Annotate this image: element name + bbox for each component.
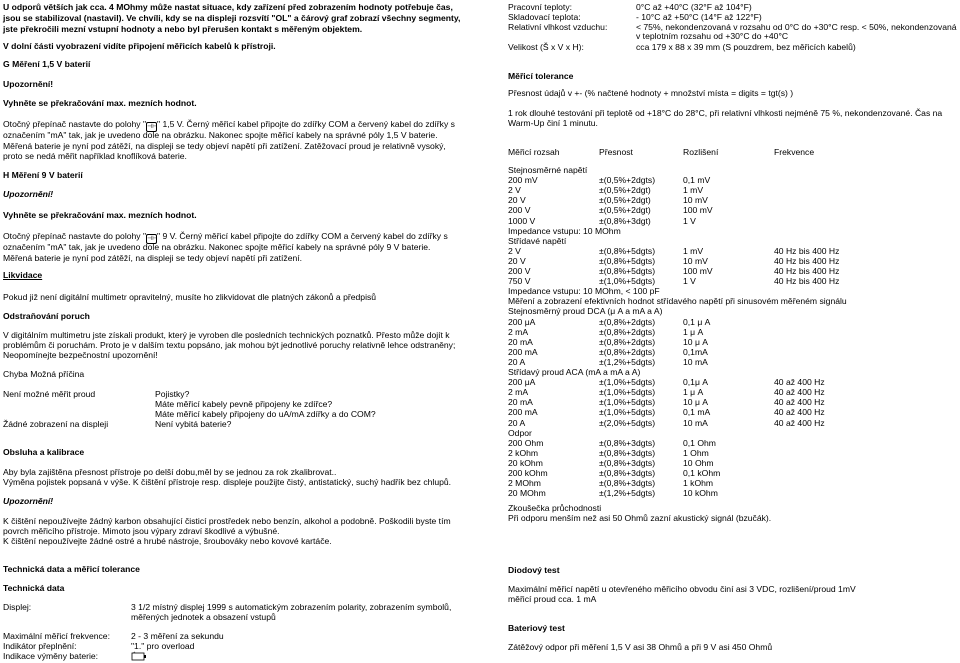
table-cell: ±(0,8%+2dgts) <box>599 326 656 337</box>
section-h-para-line-2: označením "mA" tak, jak je uvedeno dole na obrázku. Nakonec spojte měřicí kabely na správné póly 9 V baterie. <box>3 242 431 252</box>
table-header-cell: Měřicí rozsah <box>508 147 560 157</box>
frequency-value: 2 - 3 měření za sekundu <box>131 631 224 641</box>
section-g-limit: Vyhněte se překračování max. mezních hodnot. <box>3 98 197 108</box>
table-cell: 40 až 400 Hz <box>774 397 825 408</box>
table-cell: 2 V <box>508 245 521 256</box>
overload-label: Indikátor přeplnění: <box>3 641 77 651</box>
section-h-para-line-3: Měřená baterie je nyní pod zátěží, na displeji se tedy objeví napětí při zatížení. <box>3 253 303 263</box>
table-cell: 2 V <box>508 185 521 196</box>
tech-data-heading: Technická data a měřicí tolerance <box>3 564 140 574</box>
section-g-heading: G Měření 1,5 V baterií <box>3 59 91 69</box>
diode-test-heading: Diodový test <box>508 565 560 575</box>
table-cell: ±(2,0%+5dgts) <box>599 417 656 428</box>
table-cell: ±(1,0%+5dgts) <box>599 276 656 287</box>
continuity-text: Při odporu menším než asi 50 Ohmů zazní akustický signál (bzučák). <box>508 513 772 523</box>
table-cell: 1000 V <box>508 215 536 226</box>
spec-storage-temp-value: - 10°C až +50°C (14°F až 122°F) <box>636 12 762 22</box>
table-cell: 20 A <box>508 356 526 367</box>
table-section-label: Stejnosměrný proud DCA (μ A a mA a A) <box>508 306 663 317</box>
table-section-label: Stejnosměrné napětí <box>508 165 588 175</box>
svg-text:+: + <box>133 651 136 654</box>
table-cell: 10 mA <box>683 417 708 428</box>
tolerance-text: Přesnost údajů v +- (% načtené hodnoty + množství místa = digits = tgt(s) ) <box>508 88 794 98</box>
table-cell: ±(1,2%+5dgts) <box>599 488 656 499</box>
spec-humidity-value-1: < 75%, nekondenzovaná v rozsahu od 0°C do +30°C resp. < 50%, nekondenzovaná <box>636 22 957 32</box>
table-cell: 20 V <box>508 255 526 266</box>
table-cell: 40 až 400 Hz <box>774 387 825 398</box>
table-cell: 40 Hz bis 400 Hz <box>774 255 840 266</box>
table-cell: 0,1 μ A <box>683 316 711 327</box>
troubleshooting-line-3: Neopomínejte bezpečnostní upozornění! <box>3 350 158 360</box>
intro-line-3: jste překročili mezní vstupní hodnoty a nebo byl přerušen kontakt s měřeným objektem. <box>3 24 363 34</box>
table-cell: 200 Ohm <box>508 437 544 448</box>
table-cell: 40 až 400 Hz <box>774 377 825 388</box>
table-header-cell: Přesnost <box>599 147 633 157</box>
section-g-para-line-3: Měřená baterie je nyní pod zátěží, na displeji se tedy objeví napětí při zatížení. Zatěžovací proud je relativně vysoký, <box>3 141 446 151</box>
table-section-label: Odpor <box>508 427 532 438</box>
intro-connection: V dolní části vyobrazení vidíte připojení měřicích kabelů k přístroji. <box>3 41 276 51</box>
table-cell: ±(0,8%+3dgts) <box>599 457 656 468</box>
table-cell: ±(1,0%+5dgts) <box>599 377 656 388</box>
tolerance-test-line-2: Warm-Up činí 1 minutu. <box>508 118 598 128</box>
continuity-heading: Zkoušečka průchodnosti <box>508 503 602 513</box>
intro-line-2: jsou se stabilizoval (nastavil). Ve chvíli, kdy se na displeji rozsvítí "OL" a čárový graf zobrazí všechny segmenty, <box>3 13 461 23</box>
table-cell: ±(1,0%+5dgts) <box>599 387 656 398</box>
table-cell: ±(1,0%+5dgts) <box>599 397 656 408</box>
fault-no-display: Žádné zobrazení na displeji <box>3 419 109 429</box>
spec-operating-temp-value: 0°C až +40°C (32°F až 104°F) <box>636 2 752 12</box>
table-cell: 40 až 400 Hz <box>774 417 825 428</box>
table-cell: ±(0,8%+5dgts) <box>599 266 656 276</box>
table-cell: 200 V <box>508 205 531 216</box>
battery-test-heading: Bateriový test <box>508 623 565 633</box>
table-cell: 200 μA <box>508 316 536 327</box>
table-cell: 2 mA <box>508 387 529 398</box>
spec-size-value: cca 179 x 88 x 39 mm (S pouzdrem, bez měřicích kabelů) <box>636 42 856 52</box>
table-cell: ±(0,8%+2dgts) <box>599 346 656 357</box>
table-header-cell: Rozlišení <box>683 147 719 157</box>
operation-calibration-heading: Obsluha a kalibrace <box>3 447 85 457</box>
table-cell: 750 V <box>508 276 531 287</box>
table-cell: ±(1,0%+5dgts) <box>599 407 656 418</box>
table-cell: 40 Hz bis 400 Hz <box>774 276 840 287</box>
table-cell: 40 Hz bis 400 Hz <box>774 245 840 256</box>
table-cell: 20 V <box>508 195 526 206</box>
battery-replace-label: Indikace výměny baterie: <box>3 651 99 661</box>
table-cell: ±(0,8%+3dgts) <box>599 478 656 489</box>
table-cell: 40 Hz bis 400 Hz <box>774 266 840 276</box>
disposal-heading: Likvidace <box>3 270 43 280</box>
battery-test-text: Zátěžový odpor při měření 1,5 V asi 38 Ohmů a při 9 V asi 450 Ohmů <box>508 642 773 652</box>
intro-line-1: U odporů větších jak cca. 4 MOhmy může nastat situace, kdy zařízení před zobrazením hodnoty potřebuje čas, <box>3 2 453 12</box>
table-cell: 100 mV <box>683 205 713 216</box>
cleaning-line-1: K čištění nepoužívejte žádný karbon obsahující čisticí prostředek nebo benzín, alkohol a podobně. Poškodili byste tím <box>3 516 451 526</box>
table-cell: ±(0,8%+5dgts) <box>599 255 656 266</box>
table-cell: ±(0,8%+3dgts) <box>599 447 656 458</box>
table-section-label: Střídavý proud ACA (mA a mA a A) <box>508 367 641 377</box>
section-h-warning: Upozornění! <box>3 189 54 199</box>
troubleshooting-line-2: problémům či poruchám. Proto je v dalším textu popsáno, jak mohou být jednotlivé poruchy relativně lehce odstraněny; <box>3 340 456 350</box>
fault-cause-header: Chyba Možná příčina <box>3 369 85 379</box>
section-h-limit: Vyhněte se překračování max. mezních hodnot. <box>3 210 197 220</box>
table-cell: 0,1 mV <box>683 175 711 186</box>
table-cell: 0,1 mA <box>683 407 711 418</box>
table-cell: ±(0,8%+5dgts) <box>599 245 656 256</box>
spec-humidity-value-2: v teplotním rozsahu od +30°C do +40°C <box>636 31 789 41</box>
table-cell: 20 kOhm <box>508 457 543 468</box>
tolerance-test-line-1: 1 rok dlouhé testování při teplotě od +18°C do 28°C, při relativní vlhkosti nejméně 75 %, nekondenzované. Čas na <box>508 108 943 118</box>
table-cell: ±(1,2%+5dgts) <box>599 356 656 367</box>
cause-battery: Není vybitá baterie? <box>155 419 232 429</box>
battery-test-symbol-icon: ⊣⊢ <box>147 236 158 242</box>
table-cell: 20 A <box>508 417 526 428</box>
table-cell: 200 mA <box>508 346 538 357</box>
spec-humidity-label: Relativní vlhkost vzduchu: <box>508 22 608 32</box>
table-cell: ±(0,8%+3dgts) <box>599 437 656 448</box>
cause-fuses: Pojistky? <box>155 389 190 399</box>
table-cell: 20 MOhm <box>508 488 546 499</box>
cleaning-warning: Upozornění! <box>3 496 54 506</box>
table-cell: 10 μ A <box>683 397 709 408</box>
troubleshooting-heading: Odstraňování poruch <box>3 311 90 321</box>
table-cell: 1 μ A <box>683 326 704 337</box>
table-section-label: Střídavé napětí <box>508 235 567 246</box>
table-cell: 2 kOhm <box>508 447 539 458</box>
spec-operating-temp-label: Pracovní teploty: <box>508 2 573 12</box>
section-g-warning: Upozornění! <box>3 79 54 89</box>
table-cell: 1 V <box>683 215 696 226</box>
cause-cables-ma-com: Máte měřicí kabely připojeny do uA/mA zdířky a do COM? <box>155 409 376 419</box>
disposal-text: Pokud již není digitální multimetr opravitelný, musíte ho zlikvidovat dle platných zákonů a předpisů <box>3 292 377 302</box>
table-cell: 2 mA <box>508 326 529 337</box>
table-section-label: Impedance vstupu: 10 MOhm, < 100 pF <box>508 286 660 297</box>
table-cell: 200 μA <box>508 377 536 388</box>
table-section-label: Měření a zobrazení efektivních hodnot střídavého napětí při sinusovém měřeném signálu <box>508 296 847 307</box>
table-cell: 200 mA <box>508 407 538 418</box>
cleaning-line-3: K čištění nepoužívejte žádné ostré a hrubé nástroje, šroubováky nebo kovové kartáče. <box>3 536 332 546</box>
calibration-line-2: Výměna pojistek popsaná v výše. K čištění přístroje resp. displeje použijte čistý, antistatický, suchý hadřík bez chlupů. <box>3 477 452 487</box>
table-cell: 20 mA <box>508 336 533 347</box>
fault-no-current: Není možné měřit proud <box>3 389 96 399</box>
spec-storage-temp-label: Skladovací teplota: <box>508 12 581 22</box>
frequency-label: Maximální měřicí frekvence: <box>3 631 110 641</box>
tech-data-subheading: Technická data <box>3 583 65 593</box>
table-cell: 1 kOhm <box>683 478 714 489</box>
table-cell: 0,1 kOhm <box>683 468 721 478</box>
table-cell: ±(0,5%+2dgt) <box>599 195 651 206</box>
table-header-cell: Frekvence <box>774 147 815 157</box>
cleaning-line-2: povrch měřicího přístroje. Mimoto jsou výpary zdraví škodlivé a výbušné. <box>3 526 280 536</box>
table-cell: 1 V <box>683 276 696 287</box>
table-cell: 1 Ohm <box>683 447 709 458</box>
table-cell: 100 mV <box>683 266 713 276</box>
spec-size-label: Velikost (Š x V x H): <box>508 42 584 52</box>
table-cell: 10 Ohm <box>683 457 714 468</box>
table-cell: ±(0,5%+2dgt) <box>599 185 651 196</box>
tolerance-heading: Měřicí tolerance <box>508 71 574 81</box>
table-cell: 0,1μ A <box>683 377 709 388</box>
table-cell: 200 V <box>508 266 531 276</box>
table-cell: 20 mA <box>508 397 533 408</box>
diode-test-line-1: Maximální měřicí napětí u otevřeného měřicího obvodu činí asi 3 VDC, rozlišení/proud 1mV <box>508 584 856 594</box>
section-h-heading: H Měření 9 V baterií <box>3 170 83 180</box>
cause-cables-connected: Máte měřicí kabely pevně připojeny ke zdířce? <box>155 399 333 409</box>
table-cell: 40 až 400 Hz <box>774 407 825 418</box>
table-cell: 10 mV <box>683 195 708 206</box>
table-cell: ±(0,8%+2dgts) <box>599 316 656 327</box>
section-g-para-line-2: označením "mA" tak, jak je uvedeno dole na obrázku. Nakonec spojte měřicí kabely na správné póly 1,5 V baterie. <box>3 130 438 140</box>
table-cell: ±(0,8%+3dgt) <box>599 215 651 226</box>
display-value-line-2: měřených jednotek a obsazení vstupů <box>131 612 276 622</box>
display-label: Displej: <box>3 602 32 612</box>
overload-value: "1." pro overload <box>131 641 195 651</box>
table-cell: 10 mA <box>683 356 708 367</box>
table-cell: 1 μ A <box>683 387 704 398</box>
calibration-line-1: Aby byla zajištěna přesnost přístroje po delší dobu,měl by se jednou za rok zkalibrovat.. <box>3 467 337 477</box>
section-g-para-line-4: proto se nedá měřit například knoflíková baterie. <box>3 151 187 161</box>
diode-test-line-2: měřicí proud cca. 1 mA <box>508 594 597 604</box>
table-section-label: Impedance vstupu: 10 MOhm <box>508 225 621 236</box>
troubleshooting-line-1: V digitálním multimetru jste získali produkt, který je vyroben dle posledních technických poznatků. Přesto může dojít k <box>3 330 450 340</box>
section-h-para-line-1: Otočný přepínač nastavte do polohy "⊣⊢" 9 V. Černý měřicí kabel připojte do zdířky COM a červený kabel do zdířky s <box>3 231 448 242</box>
table-cell: 10 μ A <box>683 336 709 347</box>
table-cell: 200 kOhm <box>508 468 548 478</box>
table-cell: ±(0,5%+2dgts) <box>599 175 656 186</box>
table-cell: ±(0,5%+2dgt) <box>599 205 651 216</box>
section-g-para-line-1: Otočný přepínač nastavte do polohy "⊣⊢" 1,5 V. Černý měřicí kabel připojte do zdířky COM a červený kabel do zdířky s <box>3 119 455 130</box>
table-cell: 10 kOhm <box>683 488 718 499</box>
battery-symbol-icon <box>131 651 147 663</box>
table-cell: 0,1mA <box>683 346 708 357</box>
display-value-line-1: 3 1/2 místný displej 1999 s automatickým zobrazením polarity, zobrazením symbolů, <box>131 602 452 612</box>
table-cell: 0,1 Ohm <box>683 437 716 448</box>
table-cell: ±(0,8%+3dgts) <box>599 468 656 478</box>
table-cell: ±(0,8%+2dgts) <box>599 336 656 347</box>
table-cell: 1 mV <box>683 245 704 256</box>
table-cell: 200 mV <box>508 175 538 186</box>
table-cell: 10 mV <box>683 255 708 266</box>
table-cell: 1 mV <box>683 185 704 196</box>
battery-test-symbol-icon: ⊣⊢ <box>147 124 158 130</box>
table-cell: 2 MOhm <box>508 478 541 489</box>
